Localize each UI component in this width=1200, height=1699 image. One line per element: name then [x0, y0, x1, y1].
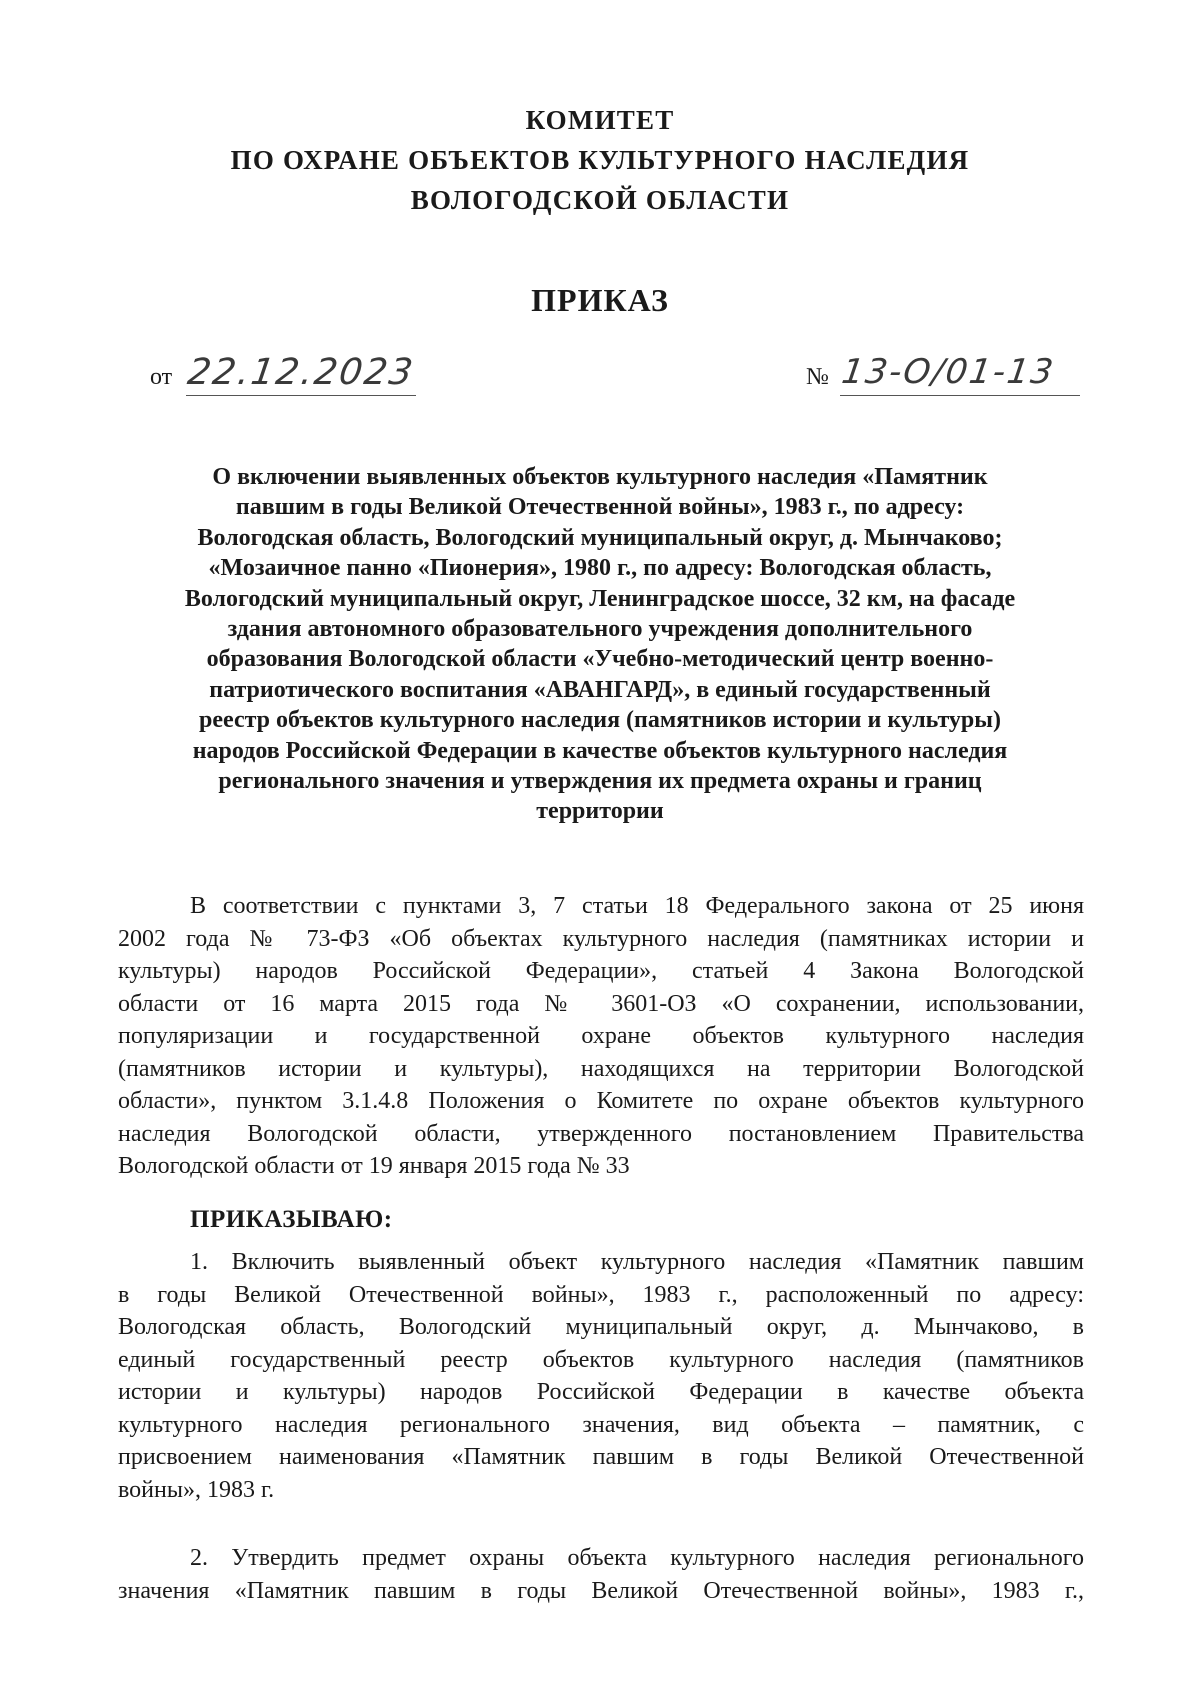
subject-line: здания автономного образовательного учреждения дополнительного — [227, 616, 973, 643]
handwritten-date: 22.12.2023 — [185, 352, 418, 393]
preamble-line: области от 16 марта 2015 года № 3601-ОЗ «О сохранении, использовании, — [118, 990, 1084, 1017]
item-line: культурного наследия регионального значения, вид объекта – памятник, с — [118, 1411, 1084, 1438]
order-item-2 — [118, 1542, 1084, 1607]
item-line: единый государственный реестр объектов культурного наследия (памятников — [118, 1346, 1084, 1373]
date-number-row — [150, 352, 1090, 412]
preamble-line: наследия Вологодской области, утвержденного постановлением Правительства — [118, 1120, 1084, 1147]
item-line: присвоением наименования «Памятник павшим в годы Великой Отечественной — [118, 1444, 1084, 1470]
subject-line: регионального значения и утверждения их предмета охраны и границ — [218, 768, 982, 795]
item-line: Вологодская область, Вологодский муниципальный округ, д. Мынчаково, в — [118, 1314, 1084, 1340]
item-line: 1. Включить выявленный объект культурного наследия «Памятник павшим — [190, 1249, 1084, 1275]
order-subject — [120, 462, 1080, 827]
document-title: ПРИКАЗ — [531, 282, 669, 318]
subject-line: народов Российской Федерации в качестве объектов культурного наследия — [192, 737, 1008, 764]
item-line: значения «Памятник павшим в годы Великой Отечественной войны», 1983 г., — [118, 1577, 1084, 1604]
subject-line: «Мозаичное панно «Пионерия», 1980 г., по адресу: Вологодская область, — [208, 555, 992, 582]
preamble-line: (памятников истории и культуры), находящихся на территории Вологодской — [118, 1055, 1084, 1082]
issuer-line-1: КОМИТЕТ — [525, 105, 675, 135]
date-prefix: от — [150, 364, 173, 390]
item-line: в годы Великой Отечественной войны», 1983 г., расположенный по адресу: — [118, 1281, 1084, 1308]
date-underline — [186, 395, 416, 396]
subject-line: О включении выявленных объектов культурного наследия «Памятник — [212, 464, 988, 490]
item-line: истории и культуры) народов Российской Федерации в качестве объекта — [118, 1379, 1084, 1405]
preamble-line: В соответствии с пунктами 3, 7 статьи 18 Федерального закона от 25 июня — [190, 893, 1084, 919]
item-line: 2. Утвердить предмет охраны объекта культурного наследия регионального — [190, 1545, 1084, 1571]
issuer-line-3: ВОЛОГОДСКОЙ ОБЛАСТИ — [410, 185, 790, 215]
issuer-line-2: ПО ОХРАНЕ ОБЪЕКТОВ КУЛЬТУРНОГО НАСЛЕДИЯ — [230, 145, 970, 175]
number-underline — [840, 395, 1080, 396]
preamble-line: области», пунктом 3.1.4.8 Положения о Комитете по охране объектов культурного — [118, 1088, 1084, 1114]
preamble-line: культуры) народов Российской Федерации», статьей 4 Закона Вологодской — [118, 958, 1084, 984]
subject-line: образования Вологодской области «Учебно-методический центр военно- — [206, 646, 994, 673]
orders-heading: ПРИКАЗЫВАЮ: — [190, 1206, 393, 1233]
order-item-1 — [118, 1246, 1084, 1506]
issuer-header — [0, 100, 1200, 220]
subject-line: Вологодский муниципальный округ, Ленинградское шоссе, 32 км, на фасаде — [184, 585, 1016, 612]
number-prefix: № — [806, 364, 829, 390]
item-line: войны», 1983 г. — [118, 1476, 275, 1503]
subject-line: территории — [536, 798, 664, 825]
preamble-line: Вологодской области от 19 января 2015 года № 33 — [118, 1153, 630, 1179]
preamble-line: популяризации и государственной охране объектов культурного наследия — [118, 1023, 1084, 1049]
preamble-line: 2002 года № 73-ФЗ «Об объектах культурного наследия (памятниках истории и — [118, 925, 1084, 952]
handwritten-number: 13-О/01-13 — [839, 352, 1058, 392]
preamble-paragraph — [118, 890, 1084, 1183]
subject-line: Вологодская область, Вологодский муниципальный округ, д. Мынчаково; — [197, 524, 1003, 551]
subject-line: павшим в годы Великой Отечественной войны», 1983 г., по адресу: — [235, 494, 965, 521]
subject-line: патриотического воспитания «АВАНГАРД», в единый государственный — [209, 676, 991, 703]
subject-line: реестр объектов культурного наследия (памятников истории и культуры) — [199, 707, 1001, 734]
